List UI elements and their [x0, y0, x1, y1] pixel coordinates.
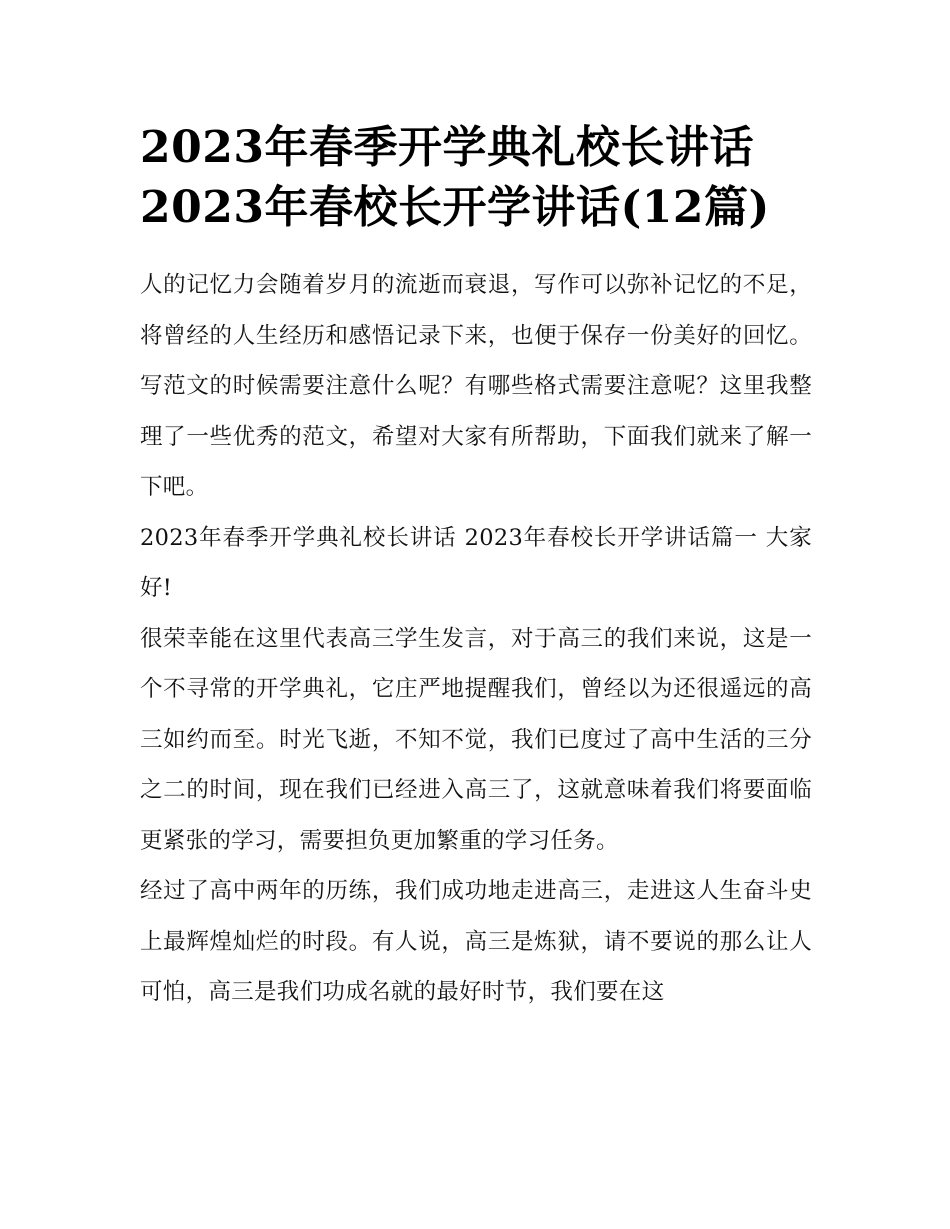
document-content: [140, 118, 812, 1018]
document-title: [140, 118, 812, 238]
title-line-2: 2023年春校长开学讲话(12篇): [140, 182, 770, 233]
document-body: [140, 260, 812, 1018]
paragraph-speech-2: 经过了高中两年的历练，我们成功地走进高三，走进这人生奋斗史上最辉煌灿烂的时段。有人说，高三是炼狱，请不要说的那么让人可怕，高三是我们功成名就的最好时节，我们要在这: [140, 878, 812, 1005]
paragraph-intro: 人的记忆力会随着岁月的流逝而衰退，写作可以弥补记忆的不足，将曾经的人生经历和感悟记录下来，也便于保存一份美好的回忆。写范文的时候需要注意什么呢？有哪些格式需要注意呢？这里我整理了一些优秀的范文，希望对大家有所帮助，下面我们就来了解一下吧。: [140, 272, 812, 500]
paragraph-speech-1: 很荣幸能在这里代表高三学生发言，对于高三的我们来说，这是一个不寻常的开学典礼，它庄严地提醒我们，曾经以为还很遥远的高三如约而至。时光飞逝，不知不觉，我们已度过了高中生活的三分之二的时间，现在我们已经进入高三了，这就意味着我们将要面临更紧张的学习，需要担负更加繁重的学习任务。: [140, 625, 812, 854]
paragraph-heading-greeting: 2023年春季开学典礼校长讲话 2023年春校长开学讲话篇一 大家好!: [140, 524, 812, 601]
title-line-1: 2023年春季开学典礼校长讲话: [140, 122, 754, 173]
